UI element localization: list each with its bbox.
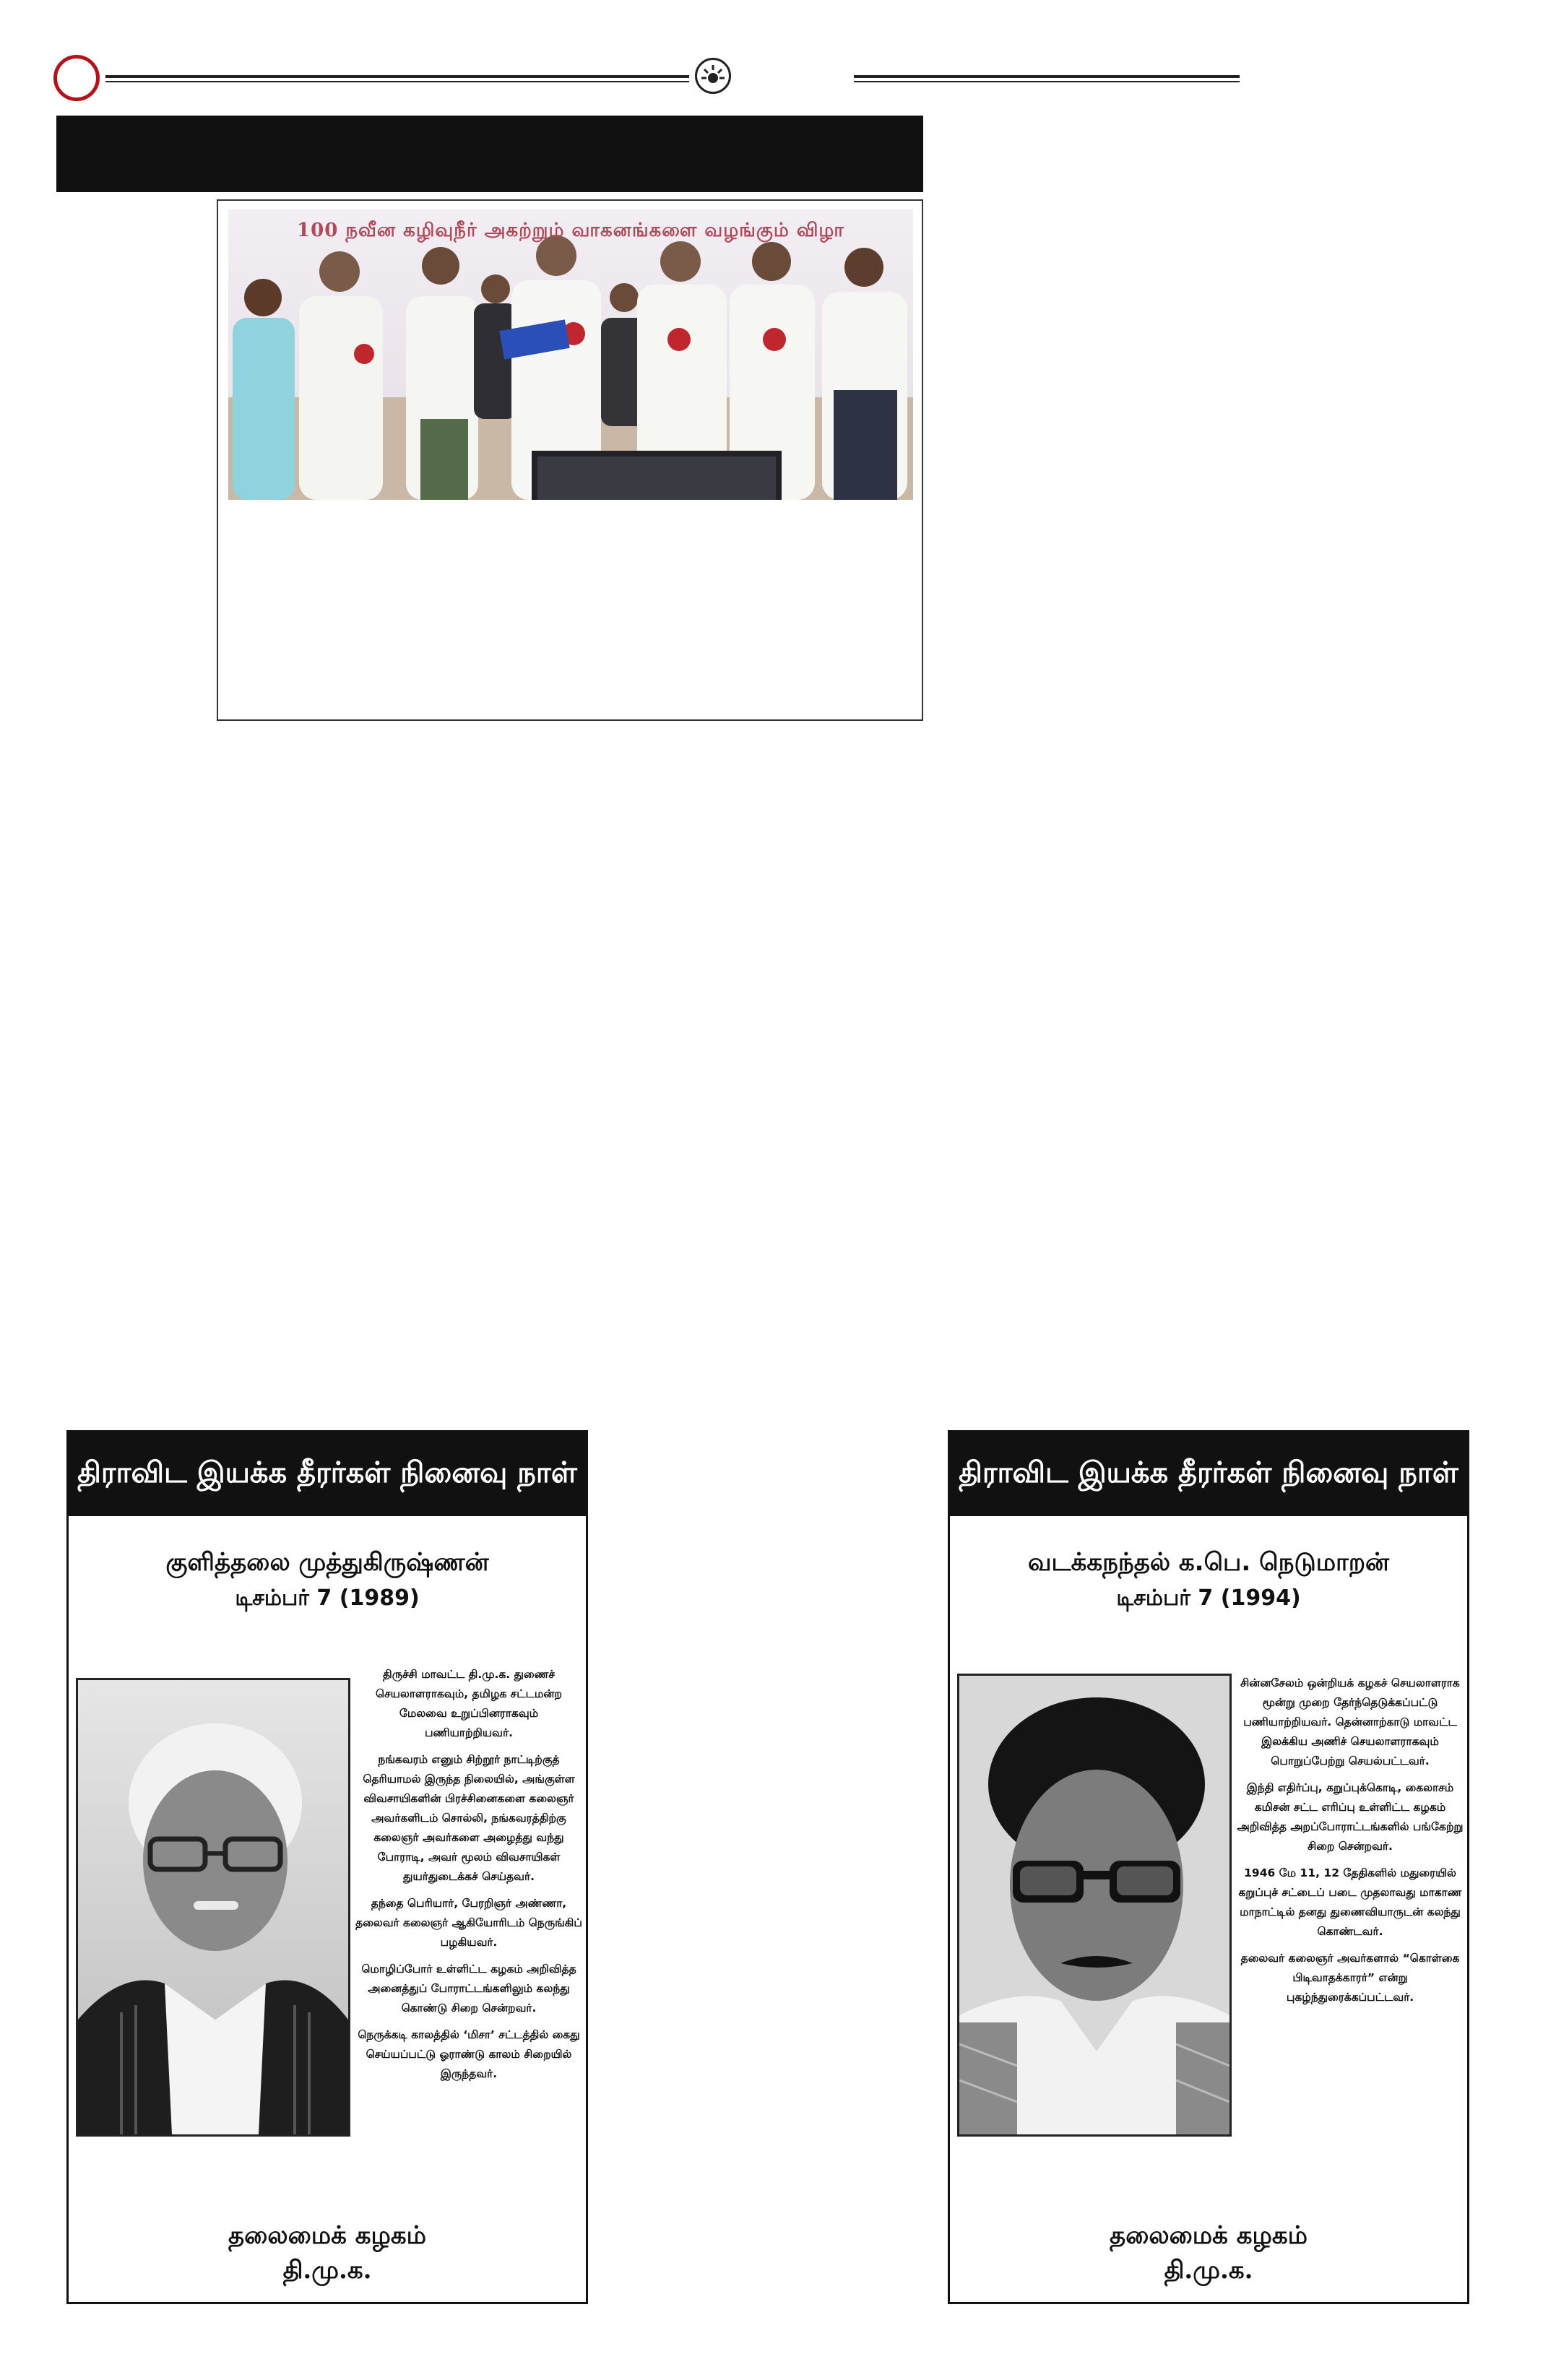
biography bbox=[1236, 1674, 1464, 2015]
bio-paragraph: திருச்சி மாவட்ட தி.மு.க. துணைச் செயலாளராகவும், தமிழக சட்டமன்ற மேலவை உறுப்பினராகவும் பணியாற்றியவர். bbox=[376, 1668, 562, 1739]
memorial-date: டிசம்பர் 7 (1989) bbox=[235, 1585, 420, 1611]
person-name: வடக்கநந்தல் க.பெ. நெடுமாறன் bbox=[1028, 1548, 1389, 1577]
bio-paragraph: நெருக்கடி காலத்தில் ‘மிசா’ சட்டத்தில் கைது செய்யப்பட்டு ஓராண்டு காலம் சிறையில் இருந்தவர். bbox=[358, 2028, 580, 2080]
bio-paragraph: நங்கவரம் எனும் சிற்றூர் நாட்டிற்குத் தெரியாமல் இருந்த நிலையில், அங்குள்ள விவசாயிகளின் பிரச்சினைகளை கலைஞர் அவர்களிடம் சொல்லி, நங்கவரத்திற்கு கலைஞர் அவர்களை அழைத்து வந்து போராடி, அவர் மூலம் விவசாயிகள் துயர்துடைக்கச் செய்தவர். bbox=[363, 1753, 575, 1883]
org-line-1: தலைமைக் கழகம் bbox=[1110, 2221, 1308, 2250]
bio-paragraph: மொழிப்போர் உள்ளிட்ட கழகம் அறிவித்த அனைத்துப் போராட்டங்களிலும் கலந்து கொண்டு சிறை சென்றவர். bbox=[361, 1963, 576, 2015]
card-header: திராவிட இயக்க தீரர்கள் நினைவு நாள் bbox=[69, 1432, 586, 1516]
masthead-rule-right bbox=[854, 75, 1240, 78]
rising-sun-emblem-icon bbox=[695, 58, 731, 94]
card-header: திராவிட இயக்க தீரர்கள் நினைவு நாள் bbox=[950, 1432, 1467, 1516]
bio-paragraph: இந்தி எதிர்ப்பு, கறுப்புக்கொடி, கைலாசம் கமிசன் சட்ட எரிப்பு உள்ளிட்ட கழகம் அறிவித்த அறப்போராட்டங்களில் பங்கேற்று சிறை சென்றவர். bbox=[1237, 1781, 1464, 1853]
memorial-card-left bbox=[66, 1430, 588, 2304]
org-line-2: தி.மு.க. bbox=[282, 2256, 372, 2285]
masthead-rule-right-thin bbox=[854, 81, 1240, 82]
memorial-date: டிசம்பர் 7 (1994) bbox=[1116, 1585, 1301, 1611]
bio-paragraph: சின்னசேலம் ஒன்றியக் கழகச் செயலாளராக மூன்று முறை தேர்ந்தெடுக்கப்பட்டு பணியாற்றியவர். தென்னாற்காடு மாவட்ட இலக்கிய அணிச் செயலாளராகவும் பொறுப்பேற்று செயல்பட்டவர். bbox=[1240, 1676, 1460, 1767]
biography bbox=[355, 1665, 583, 2091]
portrait-photo bbox=[957, 1674, 1232, 2137]
bio-paragraph: தலைவர் கலைஞர் அவர்களால் “கொள்கை பிடிவாதக்காரர்” என்று புகழ்ந்துரைக்கப்பட்டவர். bbox=[1240, 1952, 1460, 2004]
masthead-rule-left-thin bbox=[105, 81, 689, 82]
event-photo bbox=[228, 209, 913, 500]
circle-logo-icon bbox=[53, 55, 100, 101]
bio-paragraph: தந்தை பெரியார், பேரறிஞர் அண்ணா, தலைவர் கலைஞர் ஆகியோரிடம் நெருங்கிப் பழகியவர். bbox=[355, 1897, 582, 1949]
organization-signature bbox=[69, 2218, 586, 2288]
org-line-2: தி.மு.க. bbox=[1164, 2256, 1253, 2285]
memorial-card-right bbox=[948, 1430, 1469, 2304]
masthead-rule-left bbox=[105, 75, 689, 78]
org-line-1: தலைமைக் கழகம் bbox=[228, 2221, 426, 2250]
bio-paragraph: 1946 மே 11, 12 தேதிகளில் மதுரையில் கறுப்புச் சட்டைப் படை முதலாவது மாகாண மாநாட்டில் தனது துணைவியாருடன் கலந்து கொண்டவர். bbox=[1238, 1866, 1462, 1938]
photo-frame bbox=[217, 199, 923, 721]
organization-signature bbox=[950, 2218, 1467, 2288]
portrait-photo bbox=[76, 1678, 350, 2137]
headline-banner bbox=[56, 116, 923, 192]
stage-banner-text: 100 நவீன கழிவுநீர் அகற்றும் வாகனங்களை வழங்கும் விழா bbox=[297, 220, 844, 241]
person-name: குளித்தலை முத்துகிருஷ்ணன் bbox=[165, 1548, 489, 1577]
